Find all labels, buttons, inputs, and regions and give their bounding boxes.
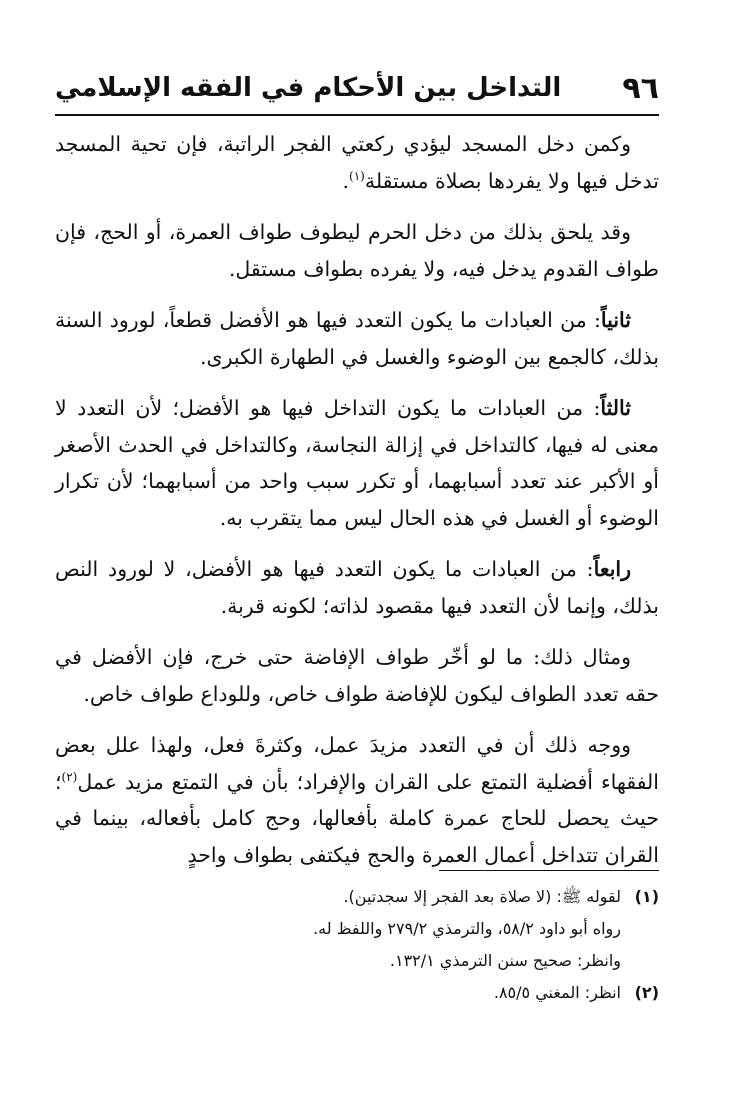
footnote-number: (٢) bbox=[634, 983, 659, 1002]
paragraph bbox=[55, 390, 659, 536]
paragraph bbox=[55, 639, 659, 712]
page-header bbox=[55, 62, 659, 116]
paragraph bbox=[55, 727, 659, 873]
running-title: التداخل بين الأحكام في الفقه الإسلامي bbox=[55, 73, 562, 103]
paragraph-text: وكمن دخل المسجد ليؤدي ركعتي الفجر الراتبة، فإن تحية المسجد تدخل فيها ولا يفردها بصلاة مستقلة bbox=[55, 132, 659, 193]
footnote-item bbox=[55, 881, 659, 913]
footnote-ref[interactable]: (٢) bbox=[61, 769, 78, 784]
paragraph-text: ؛ حيث يحصل للحاج عمرة كاملة بأفعالها، وحج كامل بأفعاله، بينما في القران تتداخل أعمال العمرة والحج فيكتفى بطواف واحدٍ bbox=[55, 769, 659, 867]
footnote-text: وانظر: صحيح سنن الترمذي ١٣٢/١. bbox=[389, 951, 621, 970]
paragraph bbox=[55, 126, 659, 199]
footnote-text: رواه أبو داود ٥٨/٢، والترمذي ٢٧٩/٢ واللفظ له. bbox=[313, 919, 621, 938]
paragraph-text: : من العبادات ما يكون التعدد فيها هو الأفضل قطعاً، لورود السنة بذلك، كالجمع بين الوضوء والغسل في الطهارة الكبرى. bbox=[55, 308, 659, 369]
footnotes bbox=[55, 870, 659, 1009]
section-lead: ثالثاً bbox=[600, 396, 631, 420]
footnote-divider bbox=[439, 870, 659, 871]
footnote-ref[interactable]: (١) bbox=[349, 168, 365, 183]
paragraph-text: : من العبادات ما يكون التعدد فيها هو الأفضل، لا لورود النص بذلك، وإنما لأن التعدد فيها مقصود لذاته؛ لكونه قربة. bbox=[55, 557, 659, 618]
paragraph-text: ووجه ذلك أن في التعدد مزيدَ عمل، وكثرةَ فعل، ولهذا علل بعض الفقهاء أفضلية التمتع على القران والإفراد؛ بأن في التمتع مزيد عمل bbox=[55, 733, 659, 794]
paragraph-text: وقد يلحق بذلك من دخل الحرم ليطوف طواف العمرة، أو الحج، فإن طواف القدوم يدخل فيه، ولا يفرده بطواف مستقل. bbox=[55, 220, 659, 281]
paragraph-text: : من العبادات ما يكون التداخل فيها هو الأفضل؛ لأن التعدد لا معنى له فيها، كالتداخل في إزالة النجاسة، وكالتداخل في الحدث الأصغر أو الأكبر عند تعدد أسبابهما، أو تكرر سبب واحد من أسبابهما؛ لأن تكرار الوضوء أو الغسل في هذه الحال ليس مما يتقرب به. bbox=[55, 396, 659, 530]
page-number: ٩٦ bbox=[622, 70, 659, 106]
footnote-text: انظر: المغني ٨٥/٥. bbox=[493, 983, 621, 1002]
footnote-list bbox=[55, 881, 659, 1009]
paragraph bbox=[55, 302, 659, 375]
paragraph-end: . bbox=[342, 168, 350, 193]
paragraph bbox=[55, 551, 659, 624]
main-text bbox=[55, 126, 659, 888]
footnote-item bbox=[55, 977, 659, 1009]
footnote-number: (١) bbox=[634, 887, 659, 906]
section-lead: رابعاً bbox=[593, 557, 632, 581]
footnote-text: لقوله ﷺ: (لا صلاة بعد الفجر إلا سجدتين). bbox=[343, 887, 621, 906]
paragraph-text: ومثال ذلك: ما لو أخّر طواف الإفاضة حتى خرج، فإن الأفضل في حقه تعدد الطواف ليكون للإفاضة طواف خاص، وللوداع طواف خاص. bbox=[55, 645, 659, 706]
section-lead: ثانياً bbox=[600, 308, 631, 332]
paragraph bbox=[55, 214, 659, 287]
